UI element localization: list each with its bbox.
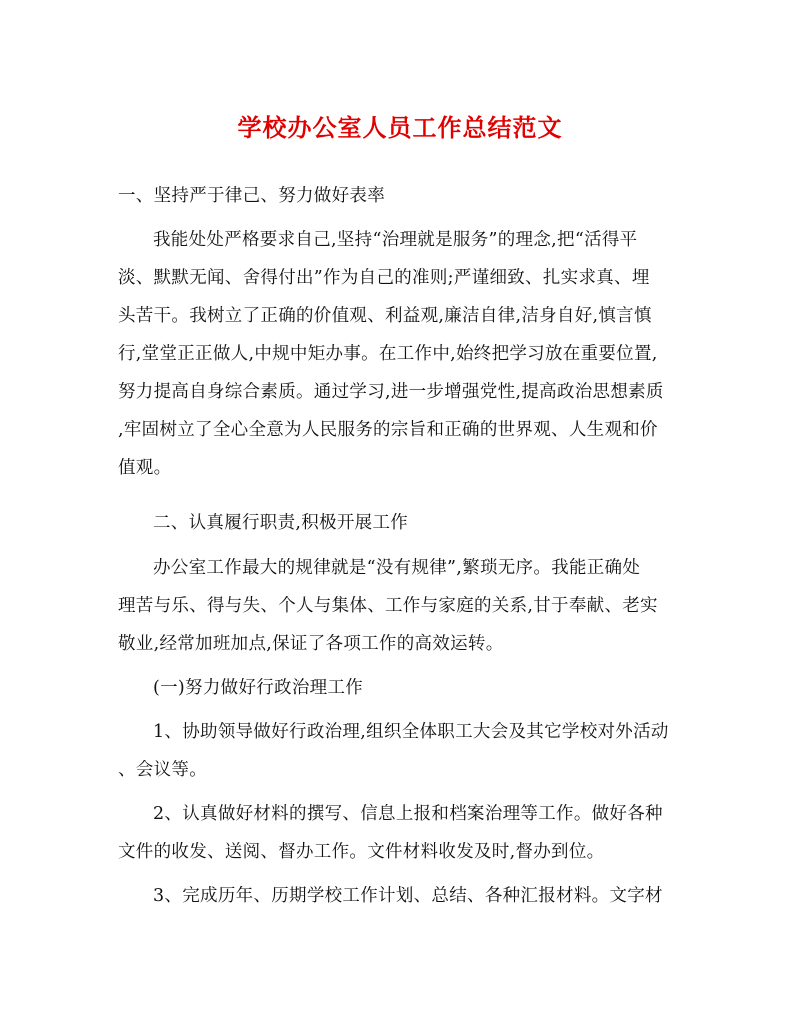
paragraph-line: 头苦干。我树立了正确的价值观、利益观,廉洁自律,洁身自好,慎言慎 xyxy=(118,306,652,326)
paragraph-line: 文件的收发、送阅、督办工作。文件材料收发及时,督办到位。 xyxy=(118,842,605,862)
paragraph-line: 理苦与乐、得与失、个人与集体、工作与家庭的关系,甘于奉献、老实 xyxy=(118,596,658,616)
paragraph-line: 努力提高自身综合素质。通过学习,进一步增强党性,提高政治思想素质 xyxy=(118,382,664,402)
paragraph-line: 、会议等。 xyxy=(118,760,207,780)
paragraph-line: 2、认真做好材料的撰写、信息上报和档案治理等工作。做好各种 xyxy=(153,804,663,824)
paragraph-line: 办公室工作最大的规律就是“没有规律”,繁琐无序。我能正确处 xyxy=(153,558,641,578)
paragraph-line: 敬业,经常加班加点,保证了各项工作的高效运转。 xyxy=(118,634,504,654)
paragraph-line: 行,堂堂正正做人,中规中矩办事。在工作中,始终把学习放在重要位置, xyxy=(118,344,658,364)
subsection-heading: (一)努力做好行政治理工作 xyxy=(153,678,364,698)
section-heading-1: 一、坚持严于律己、努力做好表率 xyxy=(118,186,385,206)
paragraph-line: 3、完成历年、历期学校工作计划、总结、各种汇报材料。文字材 xyxy=(153,886,663,906)
paragraph-line: 值观。 xyxy=(118,458,172,478)
paragraph-line: ,牢固树立了全心全意为人民服务的宗旨和正确的世界观、人生观和价 xyxy=(118,420,658,440)
paragraph-line: 我能处处严格要求自己,坚持“治理就是服务”的理念,把“活得平 xyxy=(153,230,638,250)
paragraph-line: 淡、默默无闻、舍得付出”作为自己的准则;严谨细致、扎实求真、埋 xyxy=(118,268,650,288)
paragraph-line: 1、协助领导做好行政治理,组织全体职工大会及其它学校对外活动 xyxy=(153,722,669,742)
document-title: 学校办公室人员工作总结范文 xyxy=(237,113,563,142)
section-heading-2: 二、认真履行职责,积极开展工作 xyxy=(153,513,409,533)
